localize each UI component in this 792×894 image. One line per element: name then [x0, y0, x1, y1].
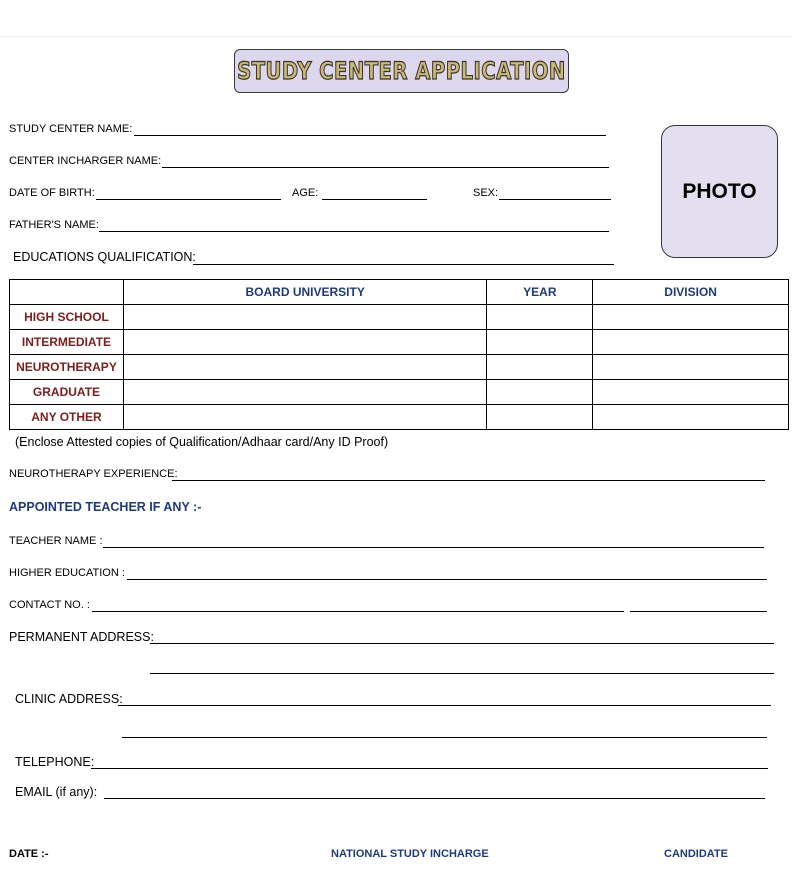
top-bar — [0, 0, 792, 37]
education-table — [9, 279, 789, 430]
row-label-high-school: HIGH SCHOOL — [10, 305, 124, 330]
permanent-address-label: PERMANENT ADDRESS: — [9, 630, 154, 644]
higher-education-label: HIGHER EDUCATION : — [9, 567, 125, 579]
clinic-address-label: CLINIC ADDRESS: — [15, 692, 123, 706]
contact-no-line[interactable] — [92, 611, 624, 612]
row-label-neurotherapy: NEUROTHERAPY — [10, 355, 124, 380]
header-division: DIVISION — [593, 280, 789, 305]
division-cell[interactable] — [593, 355, 789, 380]
telephone-line[interactable] — [91, 768, 768, 769]
teacher-name-line[interactable] — [103, 547, 764, 548]
date-of-birth-label: DATE OF BIRTH: — [9, 187, 95, 199]
table-row — [10, 355, 789, 380]
photo-label: PHOTO — [682, 179, 757, 203]
date-of-birth-line[interactable] — [96, 199, 281, 200]
board-university-cell[interactable] — [123, 380, 486, 405]
email-line[interactable] — [104, 798, 765, 799]
contact-no-line-2[interactable] — [630, 611, 767, 612]
study-center-name-label: STUDY CENTER NAME: — [9, 123, 133, 135]
division-cell[interactable] — [593, 330, 789, 355]
education-table-header — [10, 280, 789, 305]
teacher-name-label: TEACHER NAME : — [9, 535, 103, 547]
division-cell[interactable] — [593, 380, 789, 405]
row-label-intermediate: INTERMEDIATE — [10, 330, 124, 355]
year-cell[interactable] — [487, 305, 593, 330]
division-cell[interactable] — [593, 305, 789, 330]
table-row — [10, 330, 789, 355]
higher-education-line[interactable] — [127, 579, 767, 580]
neurotherapy-experience-line[interactable] — [172, 480, 765, 481]
age-line[interactable] — [322, 199, 427, 200]
center-incharger-name-label: CENTER INCHARGER NAME: — [9, 155, 162, 167]
footer-date: DATE :- — [9, 848, 49, 860]
fathers-name-line[interactable] — [99, 231, 609, 232]
header-cell-blank — [10, 280, 124, 305]
email-label: EMAIL (if any): — [15, 785, 98, 799]
educations-qualification-line[interactable] — [193, 264, 614, 265]
permanent-address-line[interactable] — [150, 643, 774, 644]
center-incharger-name-line[interactable] — [162, 167, 609, 168]
neurotherapy-experience-label: NEUROTHERAPY EXPERIENCE: — [9, 468, 178, 480]
educations-qualification-label: EDUCATIONS QUALIFICATION: — [13, 250, 196, 264]
board-university-cell[interactable] — [123, 330, 486, 355]
year-cell[interactable] — [487, 380, 593, 405]
division-cell[interactable] — [593, 405, 789, 430]
fathers-name-label: FATHER'S NAME: — [9, 219, 99, 231]
sex-label: SEX: — [473, 187, 499, 199]
table-row — [10, 305, 789, 330]
sex-line[interactable] — [499, 199, 611, 200]
header-board-university: BOARD UNIVERSITY — [123, 280, 486, 305]
permanent-address-line-2[interactable] — [150, 673, 774, 674]
contact-no-label: CONTACT NO. : — [9, 599, 90, 611]
photo-box — [661, 125, 778, 258]
year-cell[interactable] — [487, 405, 593, 430]
page-title: STUDY CENTER APPLICATION — [237, 57, 566, 85]
table-row — [10, 405, 789, 430]
year-cell[interactable] — [487, 330, 593, 355]
clinic-address-line[interactable] — [118, 705, 771, 706]
board-university-cell[interactable] — [123, 355, 486, 380]
clinic-address-line-2[interactable] — [122, 737, 767, 738]
table-row — [10, 380, 789, 405]
footer-candidate: CANDIDATE — [664, 848, 728, 860]
board-university-cell[interactable] — [123, 305, 486, 330]
study-center-name-line[interactable] — [134, 135, 606, 136]
row-label-any-other: ANY OTHER — [10, 405, 124, 430]
attested-copies-note: (Enclose Attested copies of Qualification/Adhaar card/Any ID Proof) — [15, 435, 389, 449]
footer-national-study-incharge: NATIONAL STUDY INCHARGE — [331, 848, 489, 860]
row-label-graduate: GRADUATE — [10, 380, 124, 405]
year-cell[interactable] — [487, 355, 593, 380]
telephone-label: TELEPHONE: — [15, 755, 95, 769]
title-banner — [234, 49, 569, 93]
board-university-cell[interactable] — [123, 405, 486, 430]
age-label: AGE: — [292, 187, 319, 199]
appointed-teacher-heading: APPOINTED TEACHER IF ANY :- — [9, 500, 202, 514]
header-year: YEAR — [487, 280, 593, 305]
